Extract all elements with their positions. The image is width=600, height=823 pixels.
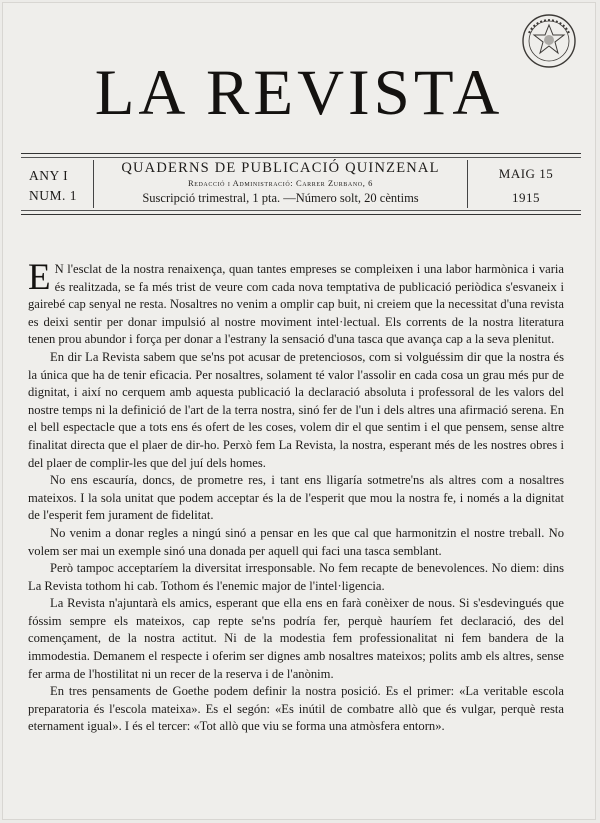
- paragraph: E N l'esclat de la nostra renaixença, quan tantes empreses se compleixen i una labor harmònica i varia és realitzada, se fa més trist de veure com cada nova temptativa de publicació periòdica s'esvaneix i gairebé cap senyal ne resta. Nosaltres no venim a omplir cap buit, ni creiem que la necessitat d'una revista es deixi sentir per donar impulsió al nostre moviment intel·lectual. Els corrents de la nostra literatura tenen prou abundor i força per donar a l'estrany la sensació d'una tasca que avança cap a la seva plenitut.: [28, 257, 564, 347]
- drop-cap: E: [28, 257, 51, 298]
- paragraph: La Revista n'ajuntarà els amics, esperant que ella ens en farà conèixer de nous. Si s'esdevingués que fóssim sempre els mateixos, cap repte se'ns podría fer, perquè hauríem fet declaració, des del començament, de la nostra actitut. Ni de la modestia fem professionalitat ni fem bandera de la immodestia. Demanem el respecte i oferim ser dignes amb nosaltres mateixos; polits amb els altres, sense fer arma de l'hostilitat ni un recer de la reserva i de l'anònim.: [28, 596, 564, 681]
- subscription-price: Suscripció trimestral, 1 pta. —Número solt, 20 cèntims: [142, 191, 419, 205]
- article-body: [28, 257, 564, 736]
- paragraph: No venim a donar regles a ningú sinó a pensar en les que cal que harmonitzin el nostre treball. No volem ser mai un exemple sinó una donada per aquell qui faci una tasca semblant.: [28, 525, 564, 558]
- paragraph: En dir La Revista sabem que se'ns pot acusar de pretenciosos, com si volguéssim dir que la nostra és la única que ha de tenir eficacia. Per nosaltres, solament té valor l'assolir en cada cosa un grau més pur de dignitat, i així no cerquem amb aquesta publicació la declaració absoluta i professoral de les valors del nostre temps ni la definició de l'art de la terra nostra, sinó fer de l'un i dels altres una afirmació serena. En el bell espectacle que a tots ens és ofert de les coses, volem dir el que sentim i el que pensem, sense altre finalitat directa que el plaer de dir-ho. Perxò fem La Revista, la nostra, esperant més de les nostres obres i del plaer de complir-les que del juí dels homes.: [28, 349, 564, 470]
- issue-number-block: [21, 166, 97, 206]
- volume-label: ANY I: [29, 168, 69, 183]
- issue-date: [471, 162, 581, 210]
- editorial-address: Redacció i Administració: Carrer Zurbano, 6: [187, 178, 374, 188]
- paragraph: En tres pensaments de Goethe podem definir la nostra posició. Es el primer: «La veritable escola preparatoria és l'escola mateixa». Es el segón: «Es inútil de combatre allò que és vulgar, perquè resta eternament igual». I és el tercer: «Tot allò que viu se forma una atmòsfera entorn».: [28, 684, 564, 734]
- issue-year: 1915: [512, 190, 540, 205]
- subtitle: QUADERNS DE PUBLICACIÓ QUINZENAL: [121, 160, 440, 176]
- issue-header: [21, 153, 581, 215]
- masthead-title: LA REVISTA: [94, 57, 504, 129]
- paragraph: Però tampoc acceptaríem la diversitat irresponsable. No fem recapte de benevolences. No diem: dins La Revista tothom hi cab. Tothom és l'enemic major de l'intel·ligencia.: [28, 561, 564, 593]
- journal-page: [3, 3, 595, 819]
- publication-info: [93, 160, 468, 208]
- issue-month: MAIG 15: [498, 166, 554, 181]
- paragraph: No ens escauría, doncs, de prometre res, i tant ens lligaría sotmetre'ns als altres com a nosaltres mateixos. I la sola unitat que podem acceptar és la de l'esperit que mou la nostra fe, i només a la dignitat de l'esperit fem jurament de fidelitat.: [28, 473, 564, 523]
- number-label: NUM. 1: [29, 188, 78, 203]
